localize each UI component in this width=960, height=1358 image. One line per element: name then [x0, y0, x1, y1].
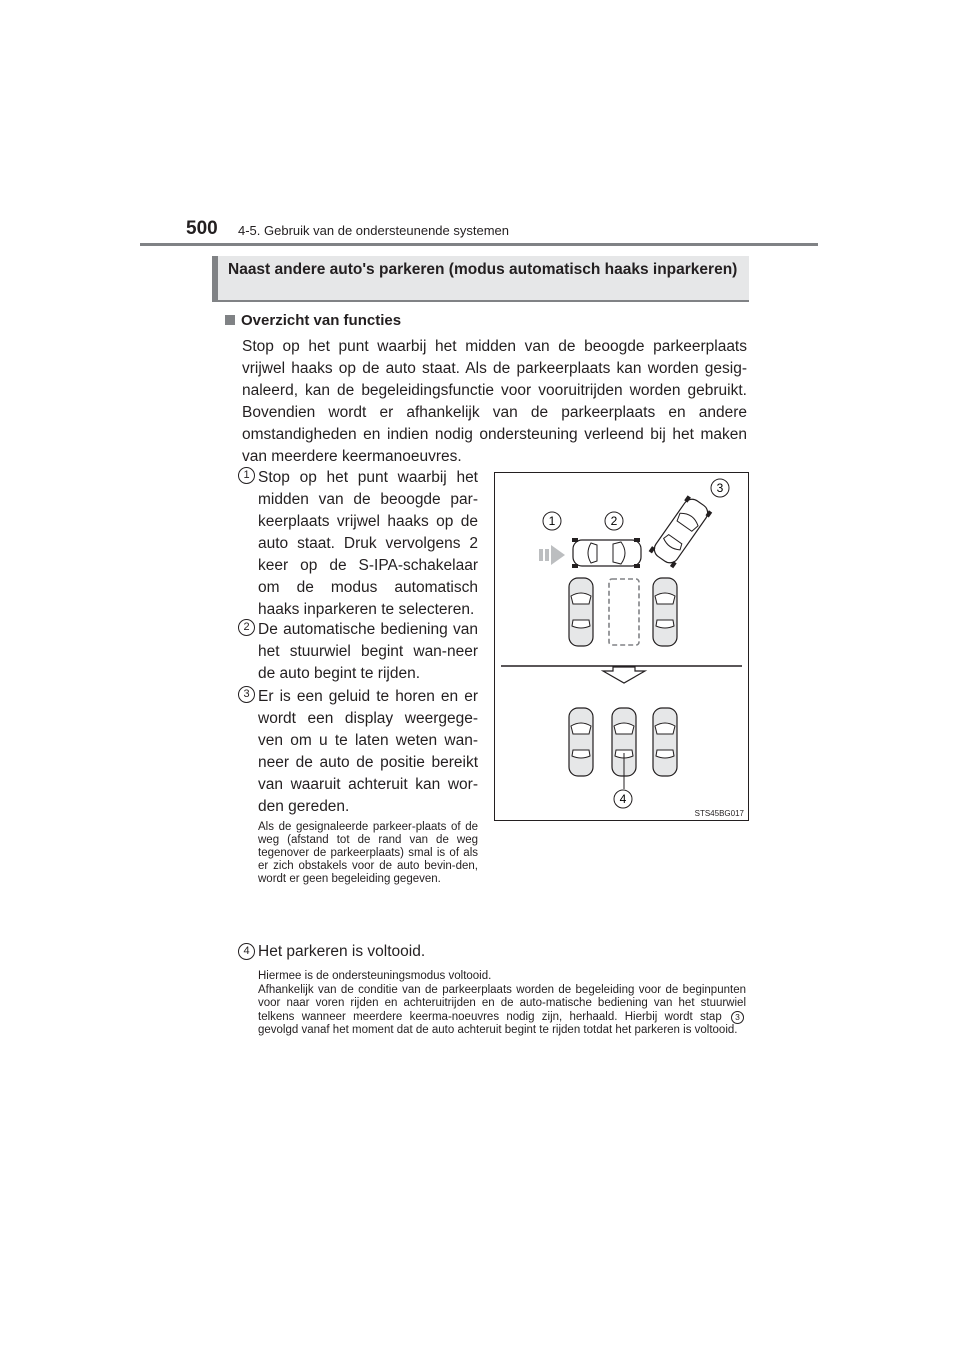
step-3-note: Als de gesignaleerde parkeer-plaats of de weg (afstand tot de rand van de weg tegenover de parkeerplaats) smal is of als er zich obstakels voor de auto bevin-den, wordt er geen begeleiding gegeven.: [258, 821, 478, 885]
step-1-text: Stop op het punt waarbij het midden van de beoogde par-keerplaats vrijwel haaks op de auto staat. Druk vervolgens 2 keer op de S-IPA-schakelaar om de modus automatisch haaks inparkeren te selecteren.: [258, 469, 478, 618]
step-4-note-line1: Hiermee is de ondersteuningsmodus voltooid.: [258, 970, 492, 982]
step-4-number-icon: 4: [238, 943, 255, 960]
forward-arrow-icon: [539, 545, 565, 565]
step-3-text: Er is een geluid te horen en er wordt een display weergege-ven om u te laten weten wan-neer de auto de positie bereikt van waaruit achteruit kan wor-den gereden.: [258, 688, 478, 815]
running-head: 4-5. Gebruik van de ondersteunende systemen: [238, 223, 510, 238]
step-4-note-body: Afhankelijk van de conditie van de parkeerplaats worden de begeleiding voor de beginpunten voor naar voren rijden en achteruitrijden en de auto-matische bediening van het stuurwiel telkens wanneer meerdere keerma-noeuvres nodig zijn, herhaald. Hierbij wordt stap 3 gevolgd vanaf het moment dat de auto achteruit begint te rijden totdat het parkeren is voltooid.: [258, 983, 746, 1036]
step-4-text: Het parkeren is voltooid.: [258, 943, 426, 960]
step-2-number-icon: 2: [238, 619, 255, 636]
page-number: 500: [186, 218, 218, 239]
square-bullet-icon: [225, 315, 235, 325]
car-position-3: [649, 495, 713, 569]
step-ref-3-icon: 3: [731, 1011, 744, 1024]
diagram-label-4: 4: [619, 792, 627, 806]
diagram-label-3: 3: [716, 481, 724, 495]
parking-diagram: [494, 472, 749, 821]
step-1-number-icon: 1: [238, 467, 255, 484]
parking-diagram-svg: [495, 473, 748, 820]
down-arrow-icon: [603, 667, 645, 683]
section-title: Naast andere auto's parkeren (modus automatisch haaks inparkeren): [212, 256, 749, 302]
parked-car-left: [569, 578, 593, 646]
diagram-label-2: 2: [610, 514, 618, 528]
diagram-label-1: 1: [548, 514, 556, 528]
step-4-note: [258, 970, 746, 1038]
parked-car-right-final: [653, 708, 677, 776]
parked-car-left-final: [569, 708, 593, 776]
parked-car-right: [653, 578, 677, 646]
target-parking-space: [609, 579, 639, 645]
subsection-heading: [225, 312, 401, 329]
step-2-text: De automatische bediening van het stuurwiel begint wan-neer de auto begint te rijden.: [258, 621, 478, 682]
intro-paragraph: Stop op het punt waarbij het midden van de beoogde parkeerplaats vrijwel haaks op de auto staat. Als de parkeerplaats kan worden gesig-naleerd, kan de begeleidingsfunctie voor vooruitrijden worden gebruikt. Bovendien wordt er afhankelijk van de parkeerplaats en andere omstandigheden en indien nodig ondersteuning verleend bij het maken van meerdere keermanoeuvres.: [242, 338, 747, 465]
step-3-number-icon: 3: [238, 686, 255, 703]
car-position-1-2: [572, 538, 641, 568]
subsection-title: Overzicht van functies: [241, 312, 402, 329]
figure-code: STS45BG017: [694, 809, 744, 818]
header-divider: [140, 243, 818, 246]
